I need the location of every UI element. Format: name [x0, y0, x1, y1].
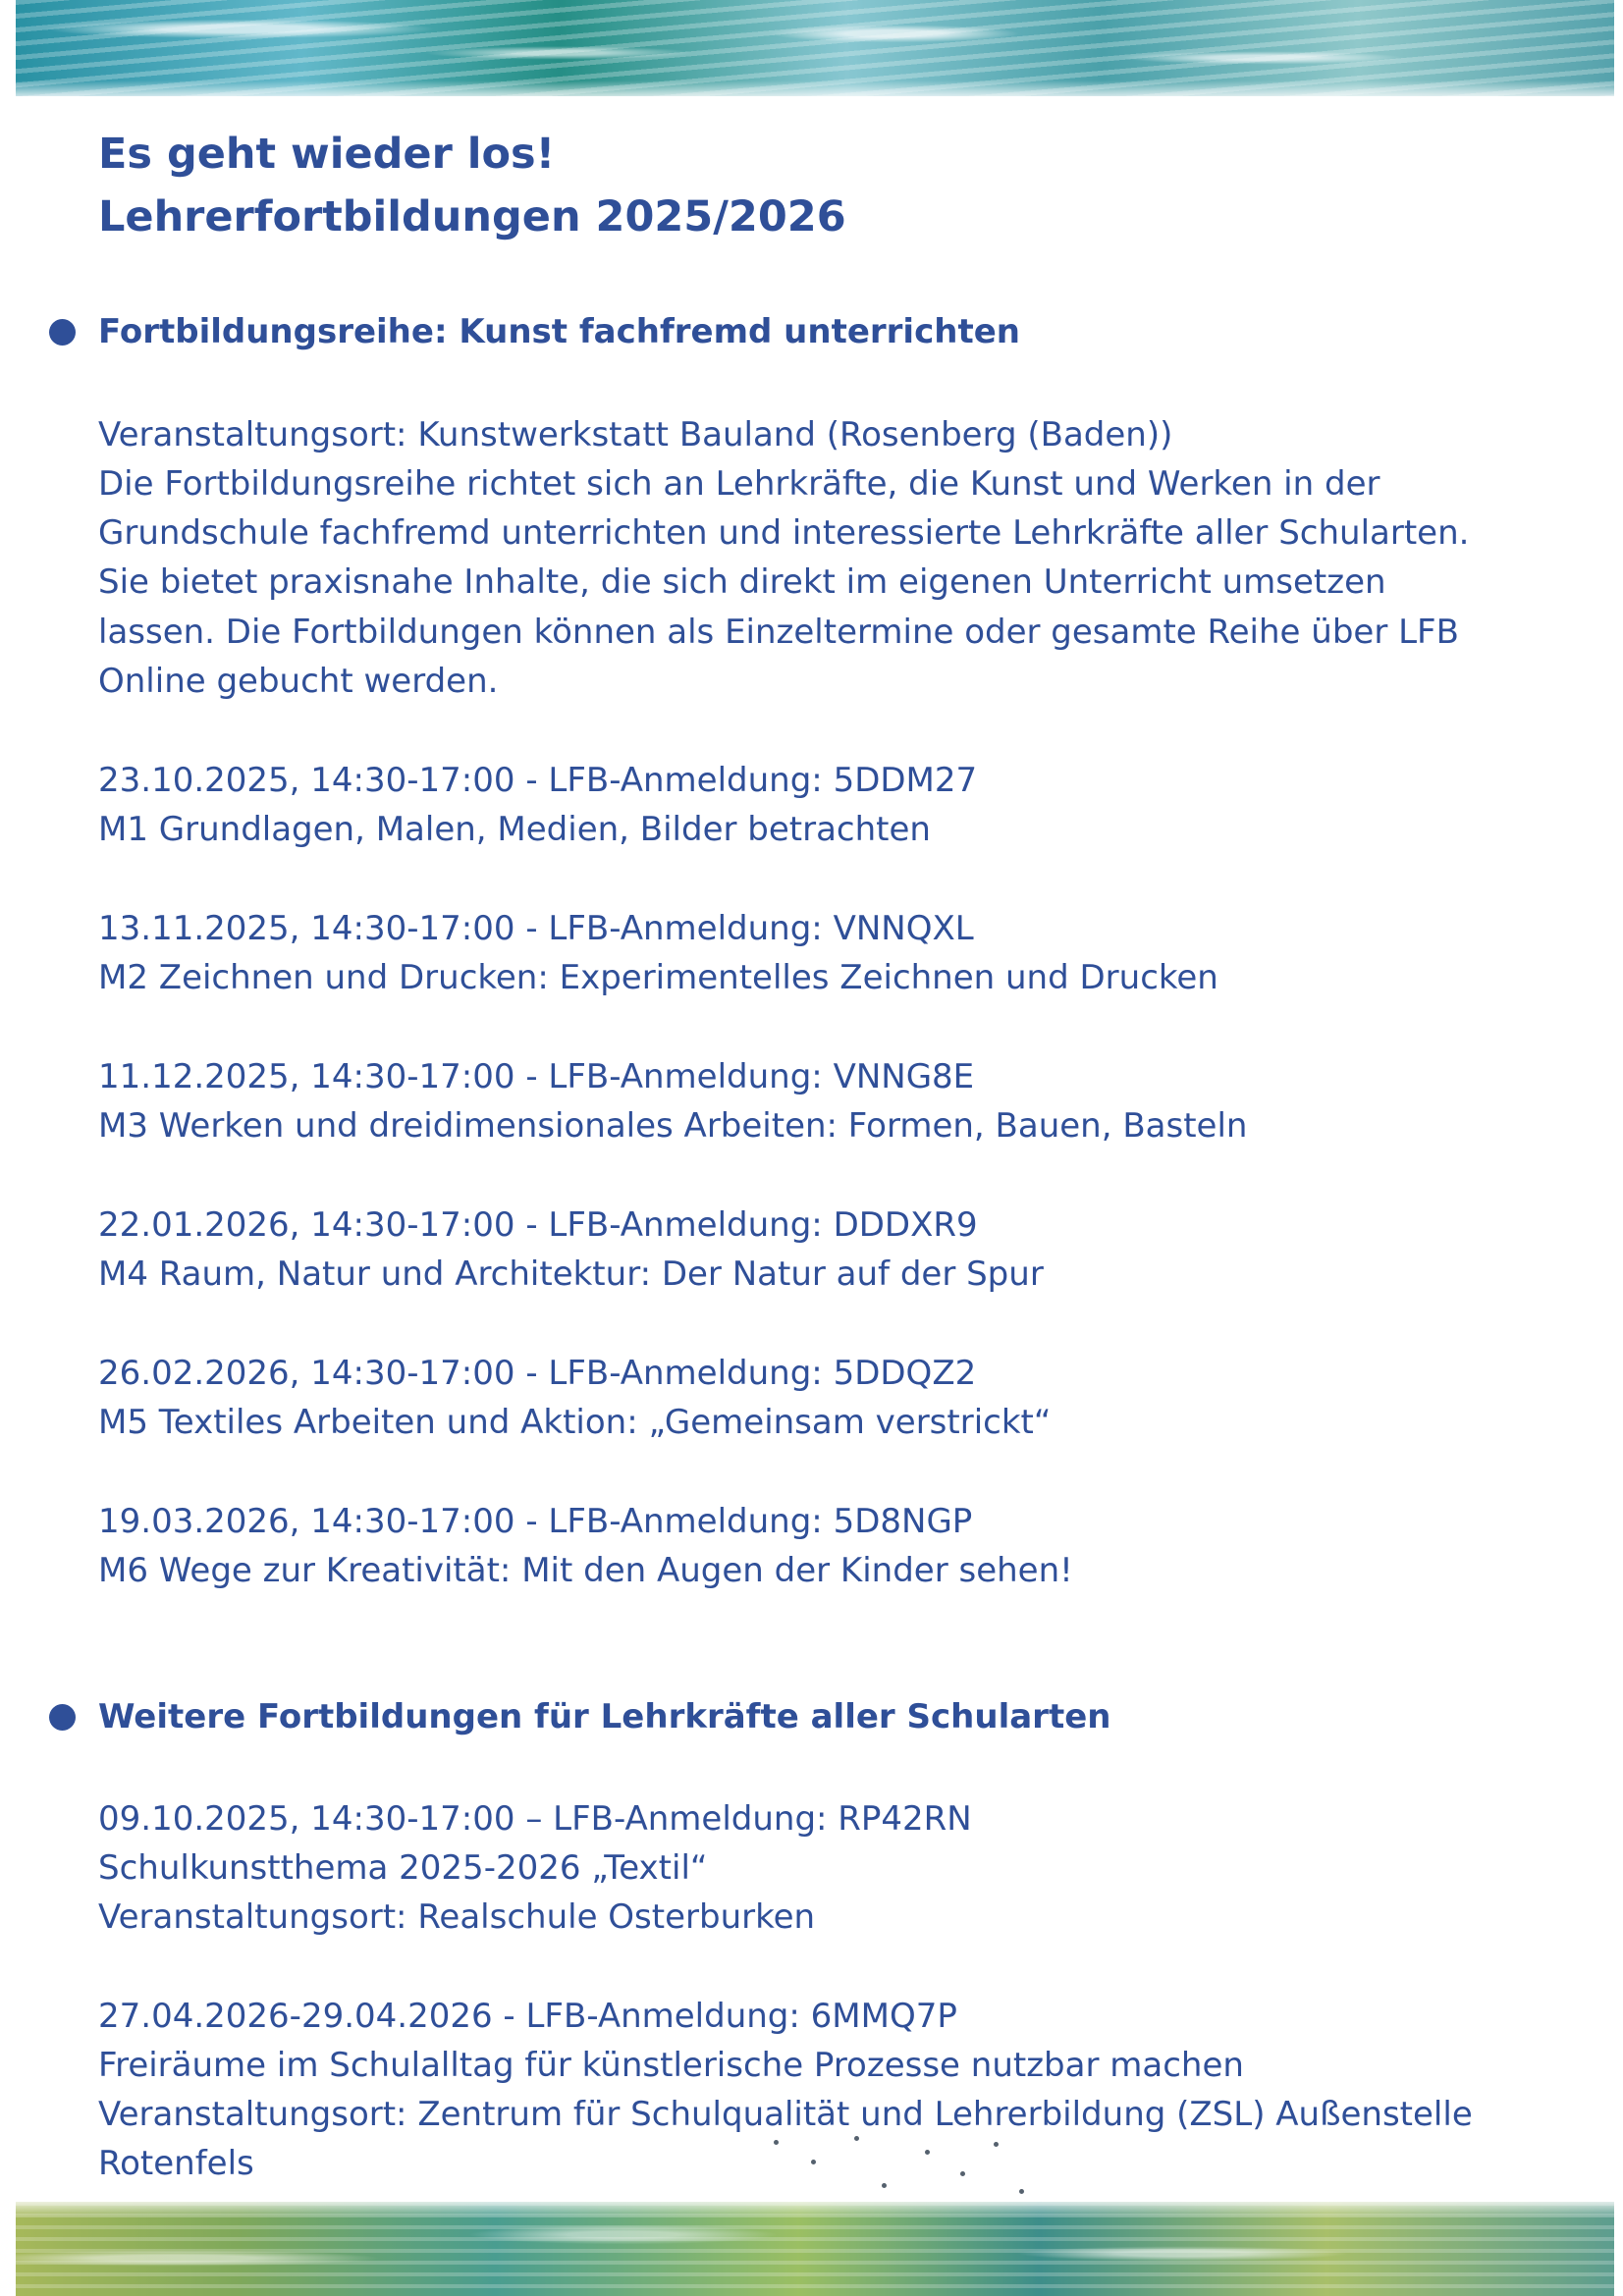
section-bullet-icon: [49, 1704, 76, 1731]
section-bullet-icon: [49, 319, 76, 346]
description-line: Grundschule fachfremd unterrichten und interessierte Lehrkräfte aller Schularten.: [98, 513, 1470, 553]
session-date-registration: 26.02.2026, 14:30-17:00 - LFB-Anmeldung: 5DDQZ2: [98, 1354, 977, 1393]
session-topic: M1 Grundlagen, Malen, Medien, Bilder betrachten: [98, 810, 931, 849]
description-line: Sie bietet praxisnahe Inhalte, die sich direkt im eigenen Unterricht umsetzen: [98, 562, 1386, 602]
session-date-registration: 19.03.2026, 14:30-17:00 - LFB-Anmeldung: 5D8NGP: [98, 1502, 973, 1541]
description-line: Online gebucht werden.: [98, 662, 499, 701]
event-date-registration: 09.10.2025, 14:30-17:00 – LFB-Anmeldung: RP42RN: [98, 1799, 972, 1839]
session-topic: M2 Zeichnen und Drucken: Experimentelles Zeichnen und Drucken: [98, 958, 1218, 997]
event-venue: Veranstaltungsort: Zentrum für Schulqualität und Lehrerbildung (ZSL) Außenstelle: [98, 2095, 1473, 2134]
venue-text: Veranstaltungsort: Kunstwerkstatt Bauland (Rosenberg (Baden)): [98, 415, 1173, 454]
session-topic: M5 Textiles Arbeiten und Aktion: „Gemeinsam verstrickt“: [98, 1403, 1052, 1442]
session-date-registration: 23.10.2025, 14:30-17:00 - LFB-Anmeldung: 5DDM27: [98, 761, 978, 800]
event-date-registration: 27.04.2026-29.04.2026 - LFB-Anmeldung: 6MMQ7P: [98, 1997, 957, 2036]
section-heading-weitere: Weitere Fortbildungen für Lehrkräfte aller Schularten: [98, 1697, 1111, 1736]
bottom-brush-decoration: [16, 2202, 1614, 2296]
event-title: Schulkunstthema 2025-2026 „Textil“: [98, 1848, 708, 1888]
session-date-registration: 22.01.2026, 14:30-17:00 - LFB-Anmeldung: DDDXR9: [98, 1205, 978, 1245]
session-topic: M3 Werken und dreidimensionales Arbeiten: Formen, Bauen, Basteln: [98, 1106, 1248, 1146]
section-heading-kunst: Fortbildungsreihe: Kunst fachfremd unterrichten: [98, 312, 1020, 351]
page-title-line-2: Lehrerfortbildungen 2025/2026: [98, 192, 846, 241]
session-date-registration: 11.12.2025, 14:30-17:00 - LFB-Anmeldung: VNNG8E: [98, 1057, 975, 1096]
description-line: Die Fortbildungsreihe richtet sich an Lehrkräfte, die Kunst und Werken in der: [98, 464, 1380, 504]
event-venue: Veranstaltungsort: Realschule Osterburken: [98, 1897, 816, 1937]
session-topic: M4 Raum, Natur und Architektur: Der Natur auf der Spur: [98, 1255, 1044, 1294]
page-title-line-1: Es geht wieder los!: [98, 130, 556, 179]
description-line: lassen. Die Fortbildungen können als Einzeltermine oder gesamte Reihe über LFB: [98, 613, 1459, 652]
session-date-registration: 13.11.2025, 14:30-17:00 - LFB-Anmeldung: VNNQXL: [98, 909, 974, 948]
event-venue-continued: Rotenfels: [98, 2144, 254, 2183]
session-topic: M6 Wege zur Kreativität: Mit den Augen der Kinder sehen!: [98, 1551, 1073, 1590]
event-title: Freiräume im Schulalltag für künstlerische Prozesse nutzbar machen: [98, 2046, 1244, 2085]
